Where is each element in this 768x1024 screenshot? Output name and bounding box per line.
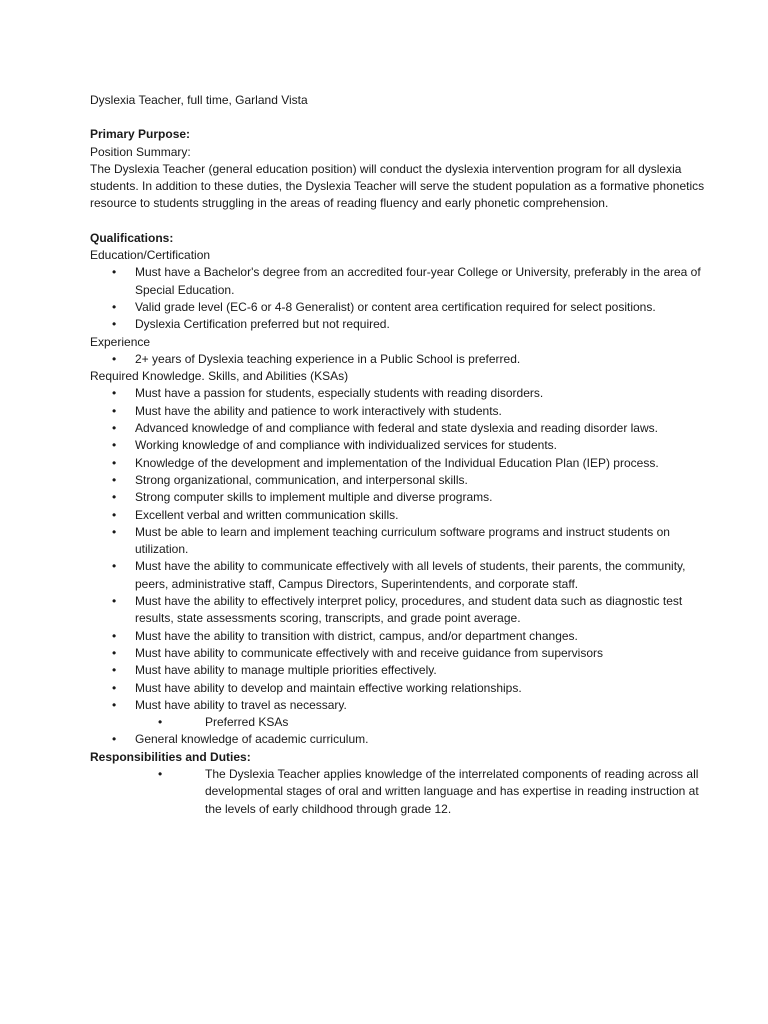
- bullet-icon: •: [112, 472, 117, 487]
- list-item: [90, 593, 708, 628]
- list-item: [90, 680, 708, 697]
- preferred-list: [90, 731, 708, 748]
- list-item: [90, 385, 708, 402]
- bullet-icon: •: [112, 317, 117, 332]
- list-item-text: Must have ability to travel as necessary.: [135, 697, 347, 712]
- experience-list: [90, 351, 708, 368]
- list-item: [90, 524, 708, 559]
- list-item: [90, 731, 708, 748]
- list-item: [90, 714, 708, 731]
- list-item-text: Dyslexia Certification preferred but not required.: [135, 317, 390, 332]
- list-item-text: Must have a Bachelor's degree from an accredited four-year College or University, preferably in the area of Special Education.: [135, 265, 701, 297]
- list-item-text: Strong organizational, communication, and interpersonal skills.: [135, 472, 468, 487]
- position-summary-text: The Dyslexia Teacher (general education position) will conduct the dyslexia intervention program for all dyslexia students. In addition to these duties, the Dyslexia Teacher will serve the student population as a formative phonetics resource to students struggling in the areas of reading fluency and early phonetic comprehension.: [90, 161, 705, 211]
- bullet-icon: •: [112, 524, 117, 539]
- bullet-icon: •: [112, 299, 117, 314]
- list-item: [90, 558, 708, 593]
- bullet-icon: •: [112, 594, 117, 609]
- list-item-text: Must have the ability to transition with district, campus, and/or department changes.: [135, 628, 578, 643]
- preferred-ksas-heading-list: [90, 714, 708, 731]
- bullet-icon: •: [112, 559, 117, 574]
- education-list: [90, 264, 708, 333]
- ksa-list: [90, 385, 708, 714]
- bullet-icon: •: [112, 455, 117, 470]
- list-item: [90, 507, 708, 524]
- list-item-text: Advanced knowledge of and compliance with federal and state dyslexia and reading disorder laws.: [135, 421, 658, 436]
- experience-label: Experience: [90, 334, 151, 349]
- bullet-icon: •: [158, 715, 163, 730]
- list-item: [90, 628, 708, 645]
- list-item: [90, 489, 708, 506]
- bullet-icon: •: [112, 386, 117, 401]
- list-item: [90, 766, 708, 818]
- responsibilities-list: [90, 766, 708, 818]
- bullet-icon: •: [112, 697, 117, 712]
- bullet-icon: •: [112, 507, 117, 522]
- list-item-text: Must have the ability to communicate effectively with all levels of students, their parents, the community, peers, administrative staff, Campus Directors, Superintendents, and corporate staff.: [135, 559, 686, 591]
- bullet-icon: •: [112, 663, 117, 678]
- bullet-icon: •: [112, 438, 117, 453]
- list-item-text: Valid grade level (EC-6 or 4-8 Generalist) or content area certification required for select positions.: [135, 299, 656, 314]
- list-item: [90, 316, 708, 333]
- ksa-label: Required Knowledge. Skills, and Abilities (KSAs): [90, 369, 349, 384]
- list-item: [90, 437, 708, 454]
- bullet-icon: •: [112, 421, 117, 436]
- list-item: [90, 299, 708, 316]
- list-item-text: Knowledge of the development and implementation of the Individual Education Plan (IEP) process.: [135, 455, 659, 470]
- list-item: [90, 697, 708, 714]
- list-item-text: 2+ years of Dyslexia teaching experience in a Public School is preferred.: [135, 351, 521, 366]
- list-item-text: The Dyslexia Teacher applies knowledge of the interrelated components of reading across all developmental stages of oral and written language and has expertise in reading instruction at the levels of early childhood through grade 12.: [205, 766, 699, 816]
- preferred-ksas-label: Preferred KSAs: [205, 715, 289, 730]
- list-item-text: Must have ability to communicate effectively with and receive guidance from supervisors: [135, 645, 603, 660]
- bullet-icon: •: [112, 732, 117, 747]
- bullet-icon: •: [112, 351, 117, 366]
- spacer: [90, 213, 708, 230]
- bullet-icon: •: [112, 645, 117, 660]
- list-item-text: Must be able to learn and implement teaching curriculum software programs and instruct students on utilization.: [135, 524, 670, 557]
- list-item: [90, 662, 708, 679]
- list-item: [90, 645, 708, 662]
- education-label: Education/Certification: [90, 248, 211, 263]
- primary-purpose-heading: Primary Purpose:: [90, 127, 191, 142]
- list-item-text: Must have the ability and patience to work interactively with students.: [135, 403, 502, 418]
- responsibilities-heading: Responsibilities and Duties:: [90, 749, 251, 764]
- bullet-icon: •: [112, 490, 117, 505]
- list-item-text: General knowledge of academic curriculum.: [135, 732, 369, 747]
- list-item: [90, 403, 708, 420]
- list-item: [90, 455, 708, 472]
- position-summary-label: Position Summary:: [90, 144, 191, 159]
- list-item: [90, 351, 708, 368]
- list-item: [90, 264, 708, 299]
- list-item-text: Strong computer skills to implement multiple and diverse programs.: [135, 490, 493, 505]
- bullet-icon: •: [112, 403, 117, 418]
- bullet-icon: •: [158, 766, 163, 781]
- bullet-icon: •: [112, 265, 117, 280]
- bullet-icon: •: [112, 680, 117, 695]
- bullet-icon: •: [112, 628, 117, 643]
- document-title: Dyslexia Teacher, full time, Garland Vista: [90, 93, 308, 107]
- list-item: [90, 420, 708, 437]
- list-item-text: Must have a passion for students, especially students with reading disorders.: [135, 386, 544, 401]
- list-item: [90, 472, 708, 489]
- list-item-text: Must have ability to develop and maintain effective working relationships.: [135, 680, 522, 695]
- list-item-text: Working knowledge of and compliance with individualized services for students.: [135, 438, 557, 453]
- qualifications-heading: Qualifications:: [90, 230, 174, 245]
- list-item-text: Must have ability to manage multiple priorities effectively.: [135, 663, 437, 678]
- list-item-text: Excellent verbal and written communication skills.: [135, 507, 399, 522]
- list-item-text: Must have the ability to effectively interpret policy, procedures, and student data such as diagnostic test results, state assessments scoring, transcripts, and grade point average.: [135, 594, 683, 626]
